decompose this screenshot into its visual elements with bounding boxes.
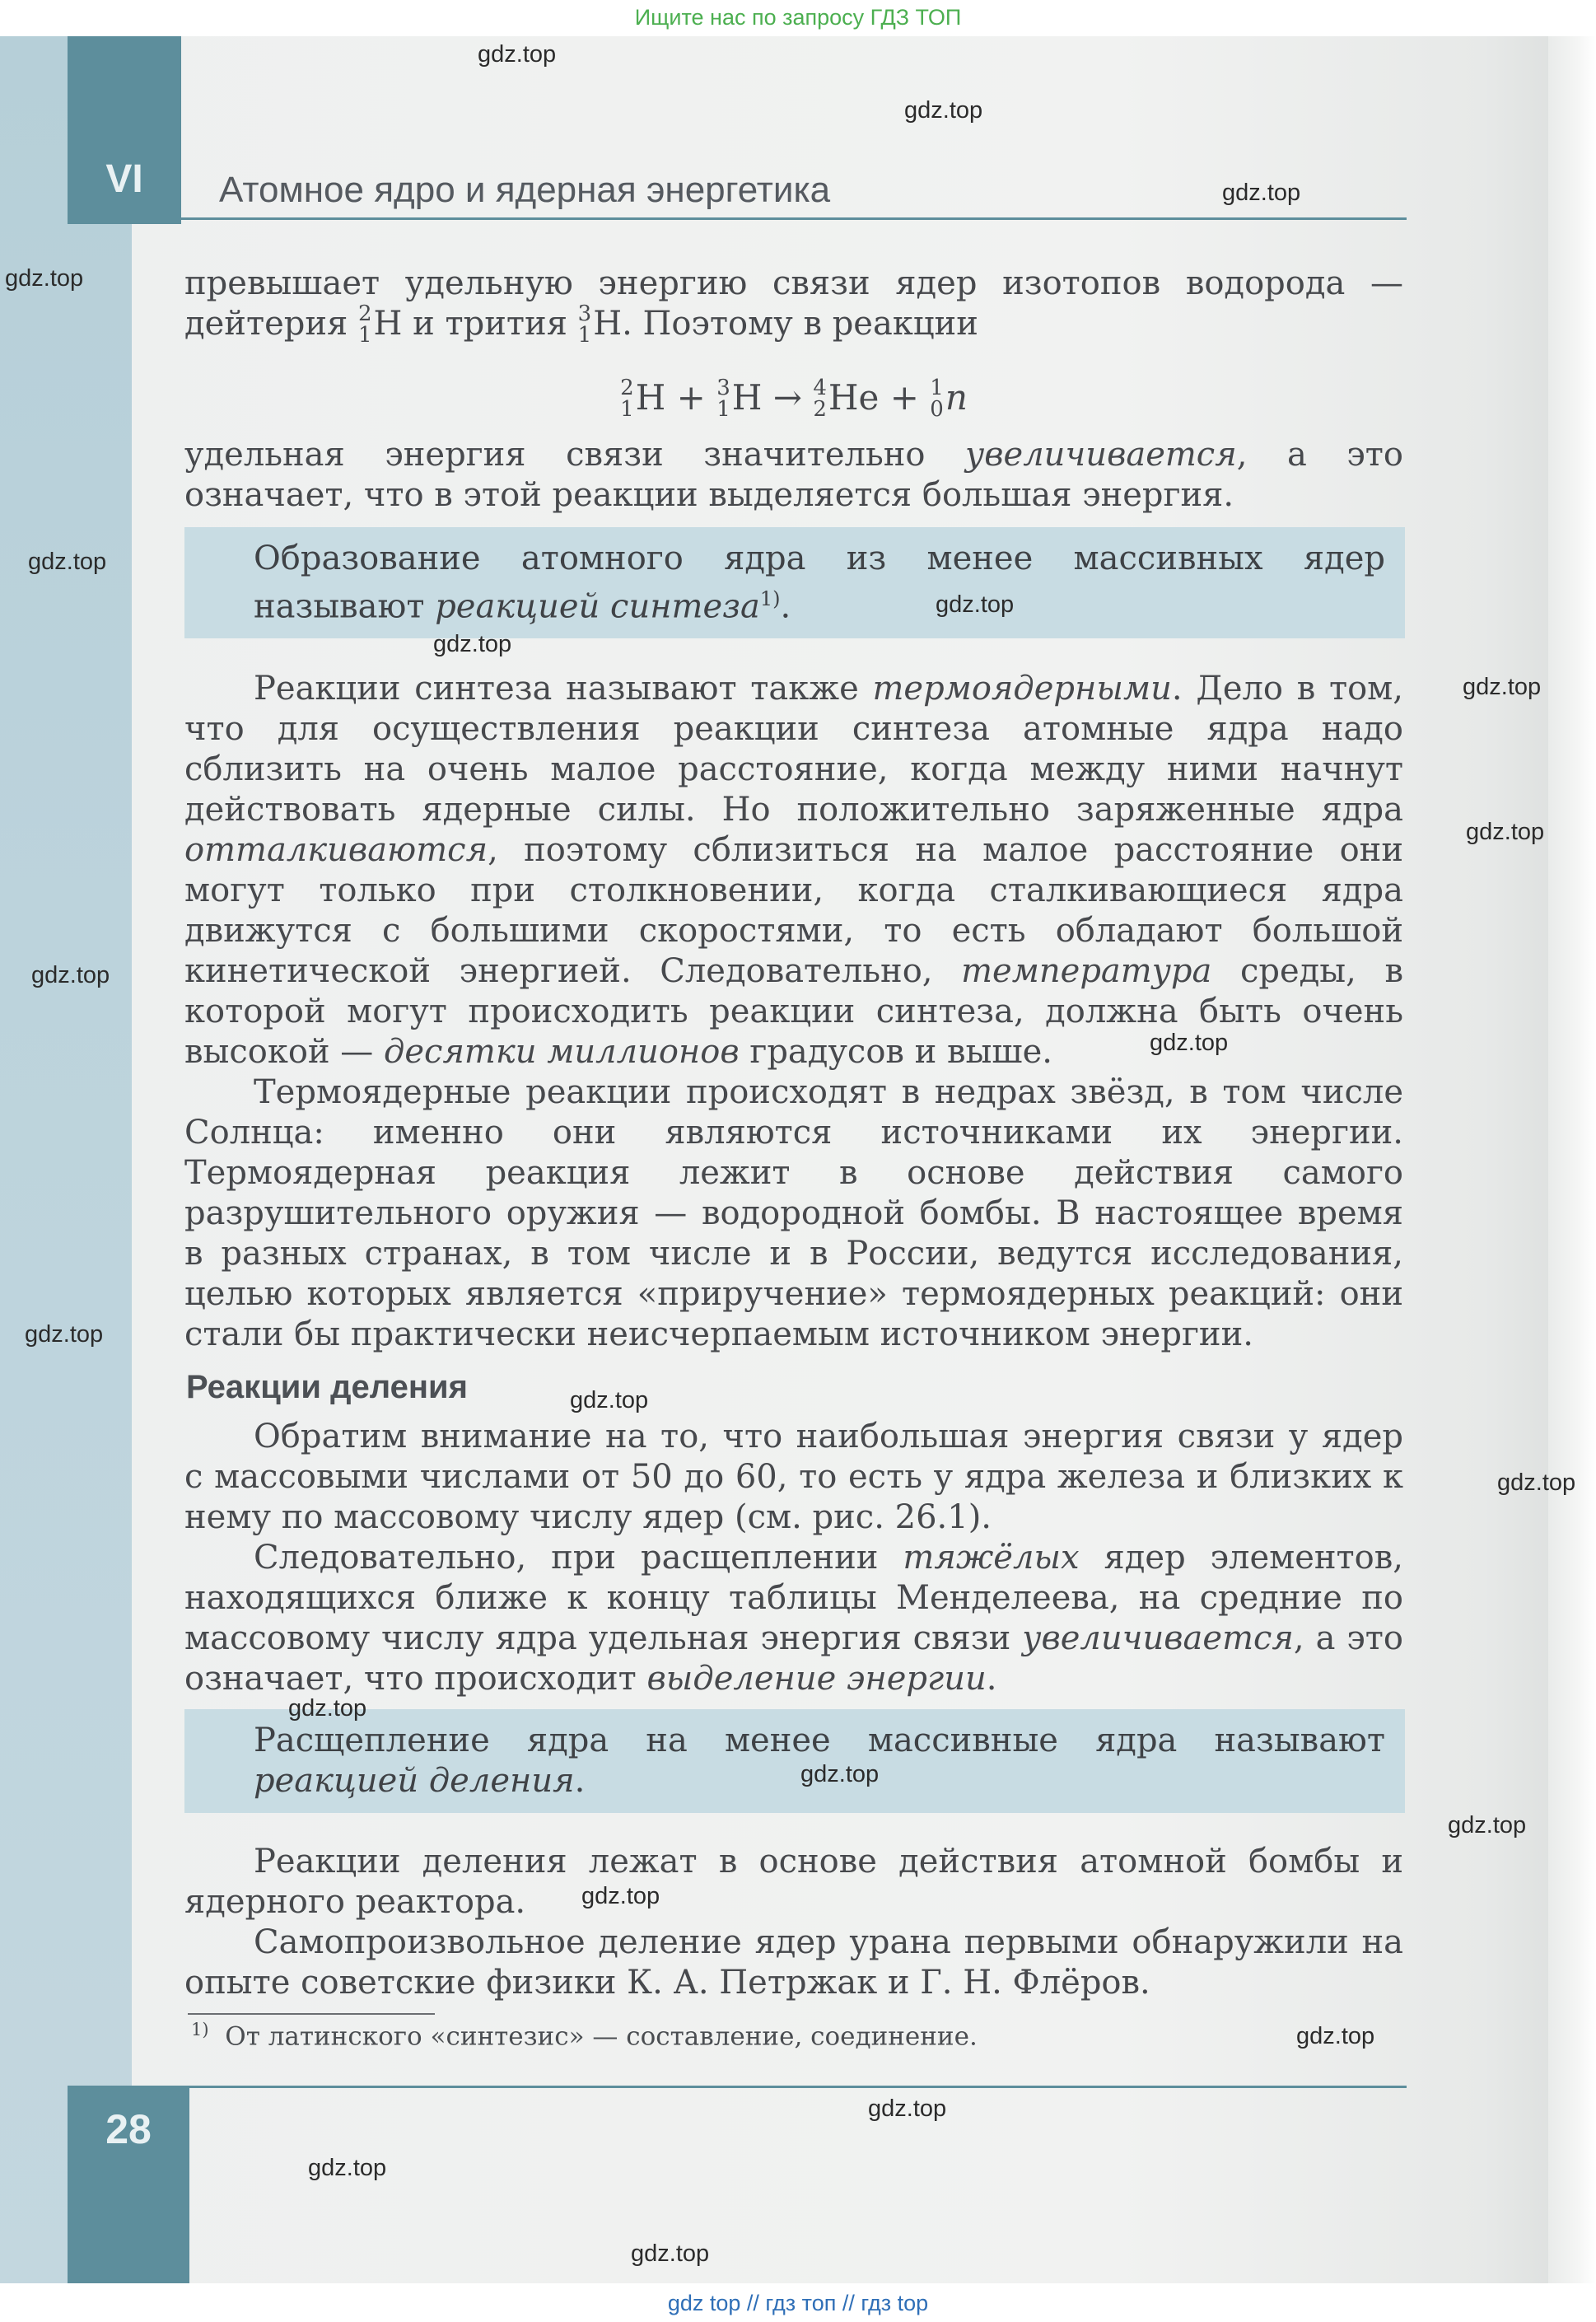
page-number: 28 [105, 2106, 152, 2152]
footnote: $^{1)}$ От латинского «синтезис» — составление, соединение. [191, 2020, 978, 2052]
watermark: gdz.top [25, 1321, 104, 1348]
text-segment: дейтерия [184, 305, 348, 343]
definition-box-fusion: Образование атомного ядра из менее массивных ядер называют реакцией синтеза$^{1)}$. [184, 527, 1405, 638]
left-color-band [0, 36, 132, 2283]
top-banner: Ищите нас по запросу ГДЗ ТОП [634, 5, 962, 30]
watermark: gdz.top [1296, 2023, 1375, 2049]
element-symbol: H [373, 305, 403, 343]
text-segment: . Поэтому в реакции [622, 305, 978, 343]
paragraph-fission-intro: Обратим внимание на то, что наибольшая энергия связи у ядер с массовыми числами от 50 до 60, то есть у ядра железа и близких к нему по массовому числу ядер (см. рис. 26.1). Следовательно, при расщеплении тяжёлых ядер элементов, находящихся ближе к концу таблицы Менделеева, на средние по массовому числу ядра удельная энергия связи увеличивается, а это означает, что происходит выделение энергии. [184, 1418, 1404, 1698]
isotope-notation: 3 1 [577, 301, 592, 348]
fusion-reaction-formula: 2 1 H + 3 1 H → 4 2 He + 1 0 n [620, 376, 968, 422]
paragraph-bomb-reactor: Реакции деления лежат в основе действия атомной бомбы и ядерного реактора. Самопроизвольное деление ядер урана первыми обнаружили на опыте советские физики К. А. Петржак и Г. Н. Флёров. [184, 1843, 1403, 2002]
watermark: gdz.top [31, 962, 110, 988]
watermark: gdz.top [5, 265, 84, 292]
watermark: gdz.top [868, 2095, 947, 2122]
watermark: gdz.top [904, 97, 983, 124]
section-heading: Реакции деления [186, 1369, 468, 1405]
watermark: gdz.top [800, 1761, 880, 1787]
watermark: gdz.top [1222, 180, 1301, 206]
watermark: gdz.top [288, 1695, 367, 1722]
text-segment: и трития [413, 305, 567, 343]
text-line: превышает удельную энергию связи ядер изотопов водорода — [184, 264, 1403, 302]
watermark: gdz.top [570, 1387, 649, 1413]
watermark: gdz.top [1497, 1469, 1576, 1496]
watermark: gdz.top [581, 1883, 660, 1909]
watermark: gdz.top [1448, 1812, 1527, 1838]
definition-box-fission: Расщепление ядра на менее массивные ядра называют реакцией деления. [184, 1709, 1405, 1813]
watermark: gdz.top [631, 2240, 710, 2267]
watermark: gdz.top [308, 2155, 387, 2181]
paragraph-thermonuclear: Реакции синтеза называют также термоядерными. Дело в том, что для осуществления реакции синтеза атомные ядра надо сблизить на очень малое расстояние, когда между ними начнут действовать ядерные силы. Но положительно заряженные ядра отталкиваются, поэтому сблизиться на малое расстояние они могут только при столкновении, когда сталкивающиеся ядра движутся с большими скоростями, то есть обладают большой кинетической энергией. Следовательно, температура среды, в которой могут происходить реакции синтеза, должна быть очень высокой — десятки миллионов градусов и выше. Термоядерные реакции происходят в недрах звёзд, в том числе Солнца: именно они являются источниками их энергии. Термоядерная реакция лежит в основе действия самого разрушительного оружия — водородной бомбы. В настоящее время в разных странах, в том числе и в России, ведутся исследования, целью которых является «приручение» термоядерных реакций: они стали бы практически неисчерпаемым источником энергии. [184, 670, 1403, 1353]
paragraph-heavy-nuclei: Следовательно, при расщеплении тяжёлых ядер элементов, находящихся ближе к концу таблицы Менделеева, на средние по массовому числу ядра удельная энергия связи увеличивается, а это означает, что происходит выделение энергии. [184, 1539, 1404, 1698]
watermark: gdz.top [1463, 674, 1542, 700]
watermark: gdz.top [1150, 1030, 1229, 1056]
paragraph-stars: Термоядерные реакции происходят в недрах звёзд, в том числе Солнца: именно они являются источниками их энергии. Термоядерная реакция лежит в основе действия самого разрушительного оружия — водородной бомбы. В настоящее время в разных странах, в том числе и в России, ведутся исследования, целью которых является «приручение» термоядерных реакций: они стали бы практически неисчерпаемым источником энергии. [184, 1073, 1403, 1353]
watermark: gdz.top [28, 549, 107, 575]
paragraph-intro [184, 264, 1403, 348]
element-symbol: H [593, 305, 623, 343]
bottom-banner: gdz top // гдз топ // гдз top [667, 2291, 929, 2315]
header-divider [181, 217, 1407, 220]
paragraph-uranium: Самопроизвольное деление ядер урана первыми обнаружили на опыте советские физики К. А. Петржак и Г. Н. Флёров. [184, 1923, 1403, 2002]
chapter-title: Атомное ядро и ядерная энергетика [219, 170, 831, 210]
watermark: gdz.top [936, 591, 1015, 618]
page-spine-shadow [1548, 36, 1596, 2283]
paragraph-energy: удельная энергия связи значительно увеличивается, а это означает, что в этой реакции выделяется большая энергия. [184, 436, 1404, 514]
footer-divider [181, 2086, 1407, 2088]
watermark: gdz.top [478, 41, 557, 68]
chapter-number: VI [105, 157, 143, 201]
watermark: gdz.top [433, 631, 512, 657]
isotope-notation: 2 1 [357, 301, 372, 348]
watermark: gdz.top [1466, 819, 1545, 845]
footnote-divider [188, 2013, 435, 2015]
